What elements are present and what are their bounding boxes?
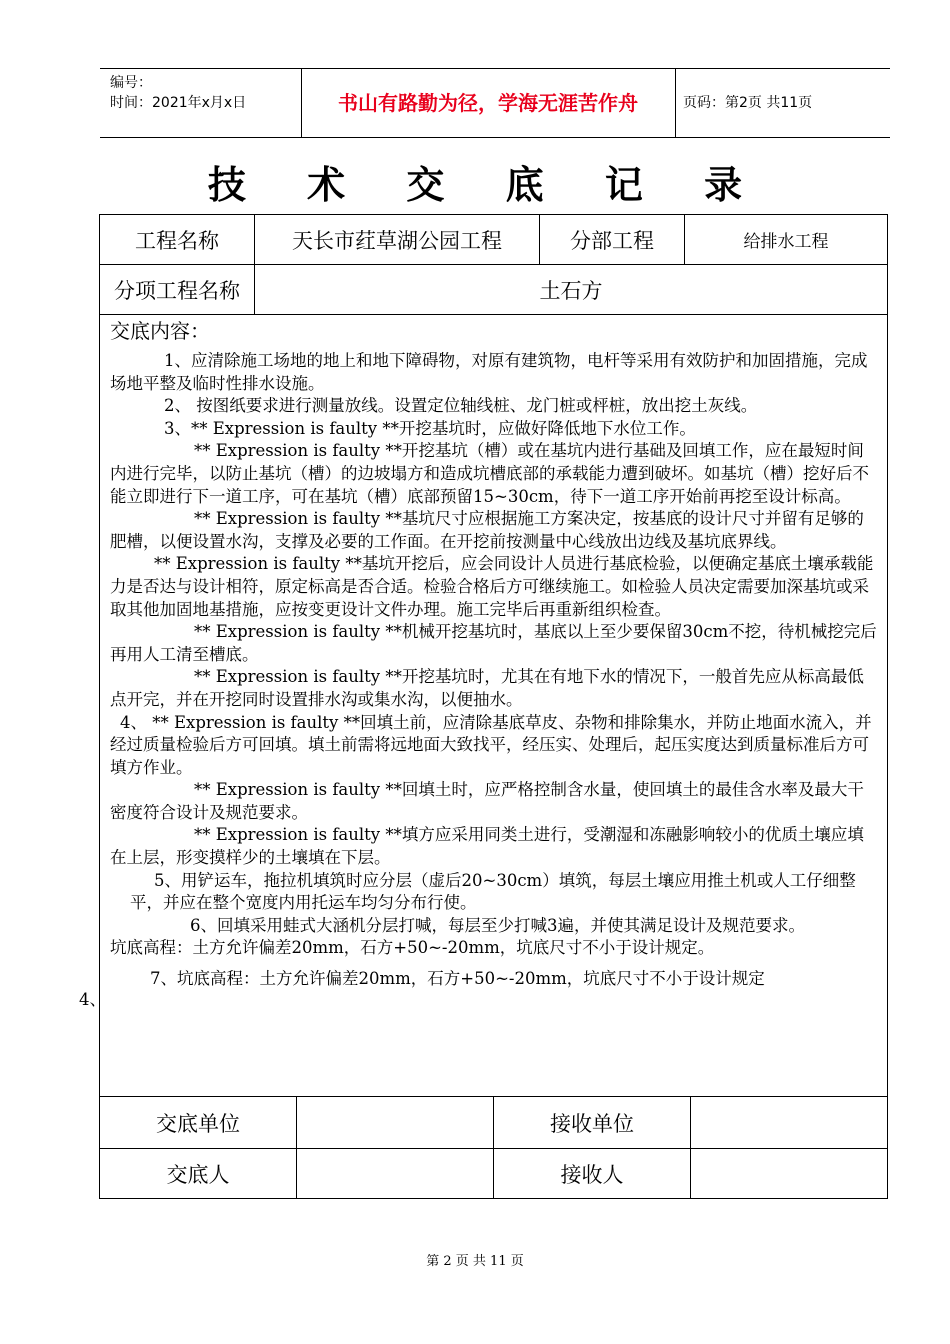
disclosure-content [110, 316, 880, 991]
subitem-name-label: 分项工程名称 [114, 278, 240, 303]
receiver-field[interactable] [691, 1149, 887, 1198]
content-paragraph: ** Expression is faulty **基坑尺寸应根据施工方案决定，按基底的设计尺寸并留有足够的肥槽，以便设置水沟，支撑及必要的工作面。在开挖前按测量中心线放出边线及基坑底界线。 [110, 509, 864, 551]
subitem-name-value: 土石方 [539, 278, 603, 303]
issuer-unit-label: 交底单位 [156, 1111, 240, 1136]
issuer-label: 交底人 [166, 1162, 230, 1187]
receiver-label: 接收人 [560, 1162, 624, 1187]
content-paragraph: ** Expression is faulty **基坑开挖后，应会同设计人员进行基底检验，以便确定基底土壤承载能力是否达与设计相符，原定标高是否合适。检验合格后方可继续施工。如检验人员决定需要加深基坑或采取其他加固地基措施，应按变更设计文件办理。施工完毕后再重新组织检查。 [110, 554, 874, 619]
receiver-unit-label: 接收单位 [550, 1111, 634, 1136]
content-paragraph: 6、回填采用蛙式大涵机分层打喊，每层至少打喊3遍，并使其满足设计及规范要求。 [190, 915, 805, 935]
page-footer: 第 2 页 共 11 页 [426, 1254, 524, 1269]
motto: 书山有路勤为径，学海无涯苦作舟 [338, 91, 638, 115]
content-paragraph: ** Expression is faulty **填方应采用同类土进行，受潮湿和冻融影响较小的优质土壤应填在上层，形变摸样少的土壤填在下层。 [110, 825, 864, 868]
issuer-field[interactable] [297, 1149, 493, 1198]
content-paragraph: 坑底高程：土方允许偏差20mm，石方+50~-20mm，坑底尺寸不小于设计规定。 [110, 938, 715, 958]
content-paragraph: ** Expression is faulty **开挖基坑（槽）或在基坑内进行基础及回填工作，应在最短时间内进行完毕，以防止基坑（槽）的边坡塌方和造成坑槽底部的承载能力遭到破坏。如基坑（槽）挖好后不能立即进行下一道工序，可在基坑（槽）底部预留15~30cm，待下一道工序开始前再挖至设计标高。 [110, 441, 869, 506]
document-header [100, 68, 890, 138]
header-divider [675, 69, 676, 137]
content-paragraph: ** Expression is faulty **机械开挖基坑时，基底以上至少要保留30cm不挖，待机械挖完后再用人工清至槽底。 [110, 622, 877, 664]
header-meta [110, 73, 300, 113]
serial-number-label: 编号： [110, 75, 152, 91]
content-paragraph: 7、坑底高程：土方允许偏差20mm，石方+50~-20mm，坑底尺寸不小于设计规定 [150, 969, 765, 989]
content-paragraph: ** Expression is faulty **回填土时，应严格控制含水量，使回填土的最佳含水率及最大干密度符合设计及规范要求。 [110, 780, 864, 822]
content-paragraph: 3、** Expression is faulty **开挖基坑时，应做好降低地下水位工作。 [164, 418, 696, 438]
content-paragraph: 2、 按图纸要求进行测量放线。设置定位轴线桩、龙门桩或枰桩，放出挖土灰线。 [164, 396, 758, 416]
content-label: 交底内容： [110, 319, 210, 343]
project-name-value: 天长市荭草湖公园工程 [292, 228, 502, 253]
page-info: 页码：第2页 共11页 [683, 95, 813, 111]
margin-mark: 4、 [79, 990, 106, 1009]
document-title: 技 术 交 底 记 录 [207, 162, 767, 207]
content-paragraph: 4、 ** Expression is faulty **回填土前，应清除基底草皮、杂物和排除集水，并防止地面水流入，并经过质量检验后方可回填。填土前需将远地面大致找平，经压实、处理后，起压实度达到质量标准后方可填方作业。 [110, 712, 872, 777]
date-line: 时间：2021年x月x日 [110, 95, 247, 111]
issuer-unit-field[interactable] [297, 1097, 493, 1148]
division-value: 给排水工程 [743, 232, 829, 252]
receiver-unit-field[interactable] [691, 1097, 887, 1148]
content-paragraph: 1、应清除施工场地的地上和地下障碍物，对原有建筑物，电杆等采用有效防护和加固措施，完成场地平整及临时性排水设施。 [110, 351, 868, 393]
table-rule [99, 314, 888, 315]
project-name-label: 工程名称 [135, 228, 219, 253]
content-paragraph: 5、用铲运车，拖拉机填筑时应分层（虚后20~30cm）填筑，每层土壤应用推土机或人工仔细整平，并应在整个宽度内用托运车均匀分布行使。 [130, 870, 856, 913]
division-label: 分部工程 [570, 228, 654, 253]
content-paragraph: ** Expression is faulty **开挖基坑时，尤其在有地下水的情况下，一般首先应从标高最低点开完，并在开挖同时设置排水沟或集水沟，以便抽水。 [110, 667, 864, 709]
